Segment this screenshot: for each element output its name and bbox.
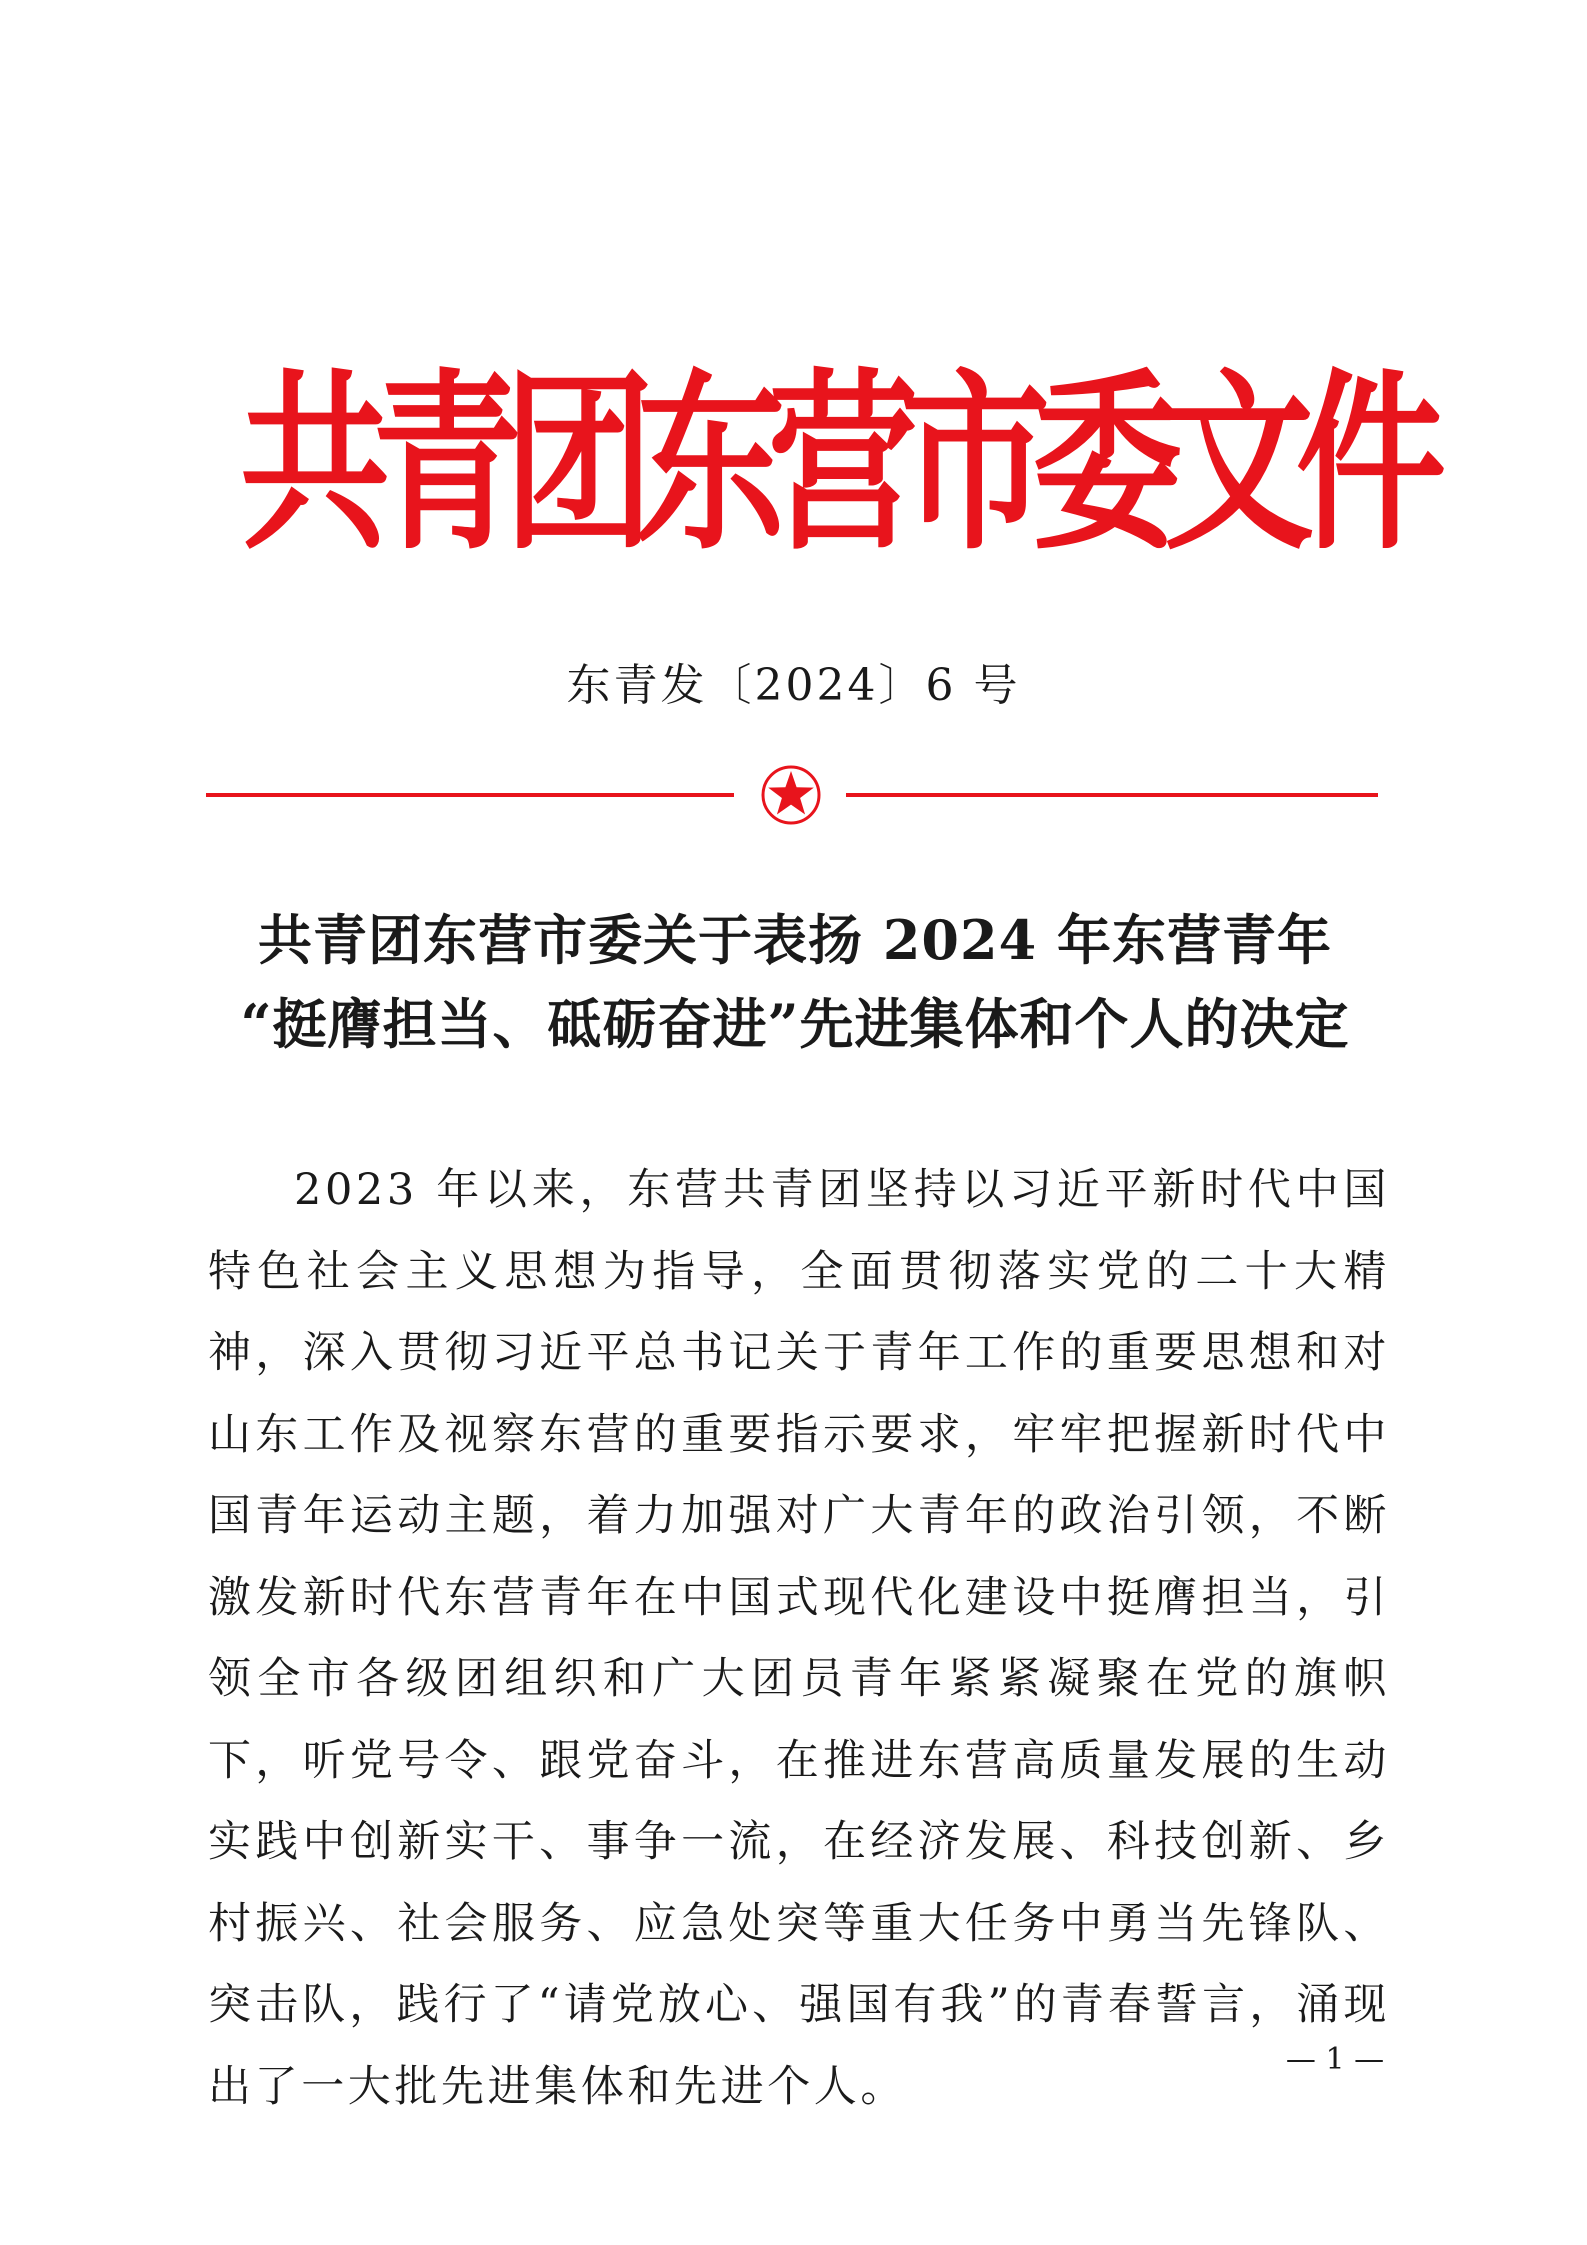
document-number: 东青发〔2024〕6 号 [566,660,1021,711]
masthead-title: 共青团东营市委文件 [240,353,1429,577]
document-title-line-2: “挺膺担当、砥砺奋进”先进集体和个人的决定 [240,992,1350,1056]
body-paragraph: 2023 年以来，东营共青团坚持以习近平新时代中国特色社会主义思想为指导，全面贯彻落实党的二十大精神，深入贯彻习近平总书记关于青年工作的重要思想和对山东工作及视察东营的重要指示要求，牢牢把握新时代中国青年运动主题，着力加强对广大青年的政治引领，不断激发新时代东营青年在中国式现代化建设中挺膺担当，引领全市各级团组织和广大团员青年紧紧凝聚在党的旗帜下，听党号令、跟党奋斗，在推进东营高质量发展的生动实践中创新实干、事争一流，在经济发展、科技创新、乡村振兴、社会服务、应急处突等重大任务中勇当先锋队、突击队，践行了“请党放心、强国有我”的青春誓言，涌现出了一大批先进集体和先进个人。 [208,1165,1390,2112]
red-divider-right [846,793,1378,797]
red-star-icon [760,764,822,826]
document-title-line-1: 共青团东营市委关于表扬 2024 年东营青年 [258,908,1332,972]
page-number: — 1 — [1285,2042,1385,2077]
red-divider-left [206,793,734,797]
